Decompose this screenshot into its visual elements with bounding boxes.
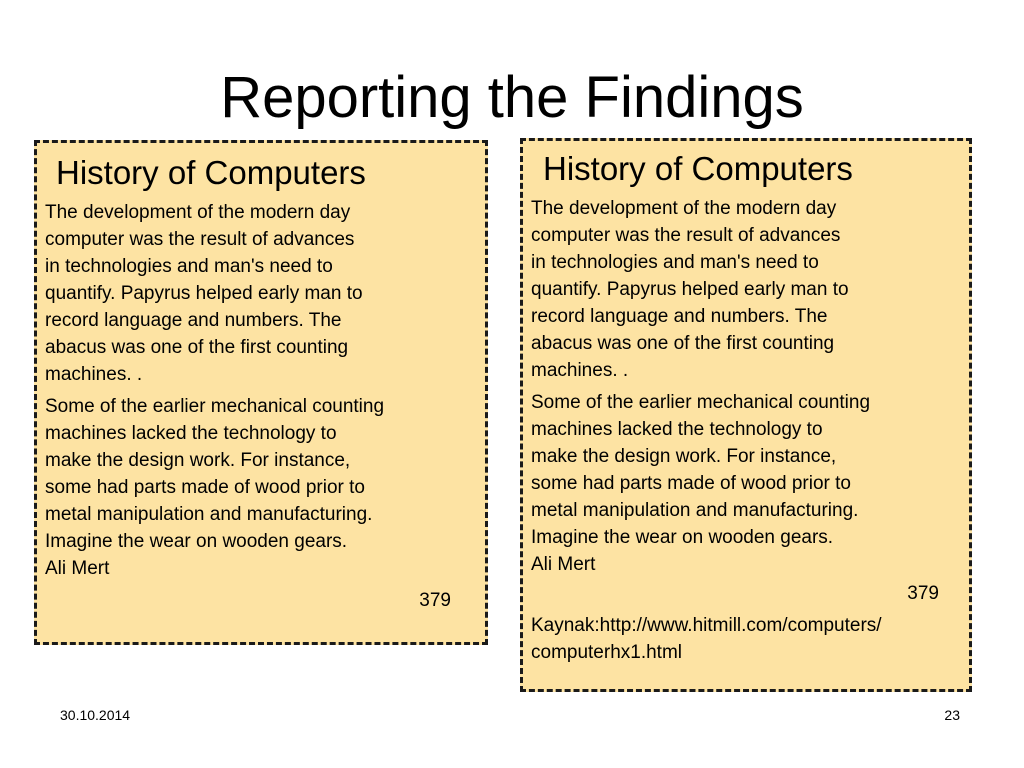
text-line: make the design work. For instance,: [45, 450, 351, 471]
text-line: Some of the earlier mechanical counting: [45, 396, 385, 417]
source-line: computerhx1.html: [531, 642, 683, 663]
text-line: Ali Mert: [45, 558, 110, 579]
text-line: in technologies and man's need to: [45, 256, 333, 277]
right-paragraph-2: [531, 389, 961, 607]
text-line: machines. .: [531, 360, 629, 381]
text-line: Imagine the wear on wooden gears.: [531, 527, 834, 548]
right-box-body: [531, 195, 961, 666]
text-line: in technologies and man's need to: [531, 252, 819, 273]
footer-date: 30.10.2014: [60, 707, 131, 723]
text-line: quantify. Papyrus helped early man to: [45, 283, 363, 304]
text-line: machines lacked the technology to: [531, 419, 823, 440]
text-line: The development of the modern day: [45, 202, 351, 223]
right-paragraph-1: [531, 195, 961, 384]
text-line: some had parts made of wood prior to: [45, 477, 366, 498]
left-text-box: [34, 140, 488, 645]
right-source-citation: [531, 612, 961, 666]
text-line: make the design work. For instance,: [531, 446, 837, 467]
left-box-heading: History of Computers: [56, 154, 366, 191]
right-text-box: [520, 138, 972, 692]
text-line: record language and numbers. The: [531, 306, 828, 327]
text-line: The development of the modern day: [531, 198, 837, 219]
footer-page-number: 23: [944, 707, 960, 723]
text-line: Some of the earlier mechanical counting: [531, 392, 871, 413]
source-line: Kaynak:http://www.hitmill.com/computers/: [531, 615, 882, 636]
text-line: computer was the result of advances: [531, 225, 841, 246]
text-line: metal manipulation and manufacturing.: [45, 504, 373, 525]
text-line: Ali Mert: [531, 554, 596, 575]
left-paragraph-2: [45, 393, 475, 614]
left-page-reference: 379: [419, 590, 451, 611]
left-paragraph-1: [45, 199, 475, 388]
text-line: computer was the result of advances: [45, 229, 355, 250]
text-line: some had parts made of wood prior to: [531, 473, 852, 494]
right-box-heading: History of Computers: [543, 150, 853, 187]
slide-title: Reporting the Findings: [220, 65, 804, 130]
text-line: metal manipulation and manufacturing.: [531, 500, 859, 521]
text-line: record language and numbers. The: [45, 310, 342, 331]
text-line: Imagine the wear on wooden gears.: [45, 531, 348, 552]
left-box-body: [45, 199, 475, 614]
right-page-reference: 379: [907, 583, 939, 604]
text-line: abacus was one of the first counting: [45, 337, 349, 358]
text-line: abacus was one of the first counting: [531, 333, 835, 354]
text-line: machines. .: [45, 364, 143, 385]
text-line: quantify. Papyrus helped early man to: [531, 279, 849, 300]
text-line: machines lacked the technology to: [45, 423, 337, 444]
